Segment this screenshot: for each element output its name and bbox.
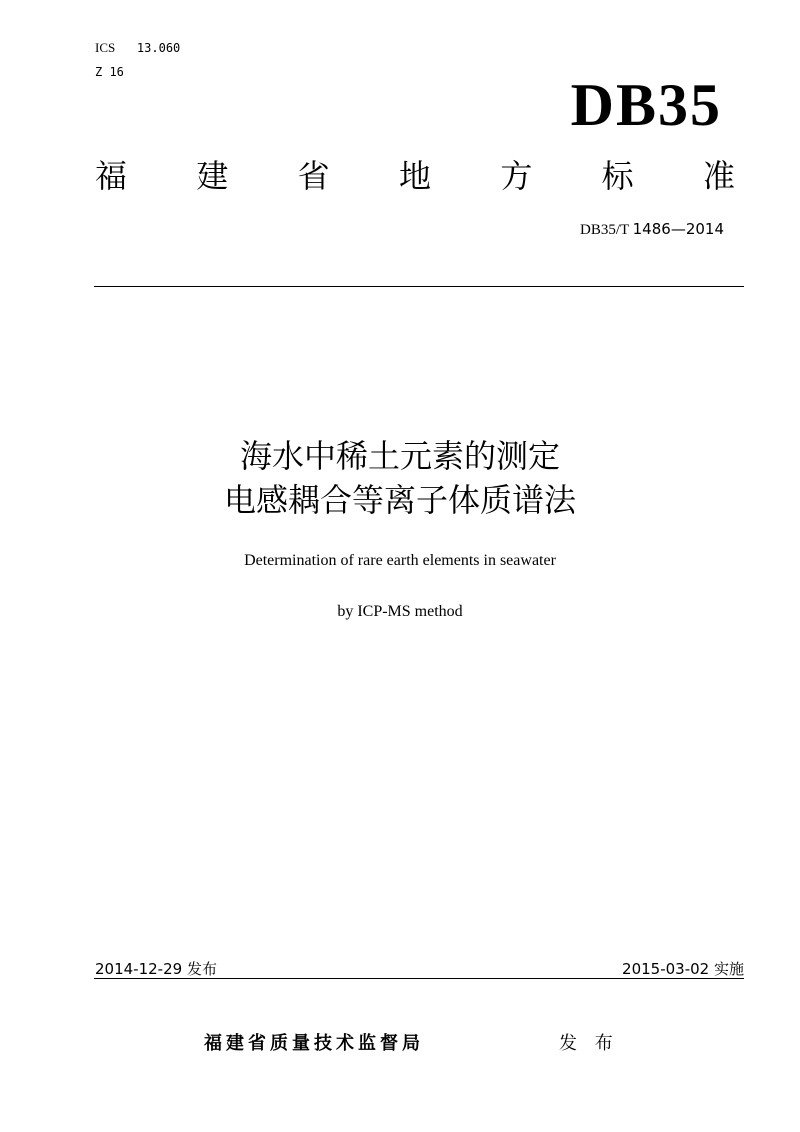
standard-number-prefix: DB35/T — [579, 222, 629, 238]
implementation-date: 2015-03-02 实施 — [622, 960, 744, 978]
ics-code: 13.060 — [136, 41, 181, 55]
title-en-line1: Determination of rare earth elements in seawater — [244, 552, 556, 569]
standard-number — [580, 219, 724, 240]
ccs-code: Z 16 — [95, 65, 124, 79]
standard-type-char: 省 — [297, 157, 330, 195]
title-cn-line1: 海水中稀土元素的测定 — [239, 437, 560, 475]
standard-type-char: 建 — [196, 157, 229, 195]
issue-date: 2014-12-29 发布 — [95, 960, 217, 978]
standard-logo: DB35 — [570, 72, 722, 138]
title-cn-line2: 电感耦合等离子体质谱法 — [223, 481, 576, 519]
issued-label: 发 布 — [559, 1033, 619, 1054]
standard-type-char: 准 — [702, 157, 735, 195]
standard-type-char: 地 — [398, 157, 431, 195]
header-divider — [94, 286, 744, 287]
standard-number-value: 1486—2014 — [632, 220, 724, 238]
standard-type-char: 标 — [601, 157, 634, 195]
standard-type-char: 福 — [95, 157, 128, 195]
ics-classification — [95, 41, 180, 55]
standard-type-title — [95, 156, 735, 196]
footer-divider — [94, 978, 744, 979]
issuing-authority: 福建省质量技术监督局 — [204, 1033, 424, 1054]
title-en-line2: by ICP-MS method — [337, 603, 463, 620]
standard-type-char: 方 — [500, 157, 533, 195]
ics-label: ICS — [95, 40, 116, 55]
